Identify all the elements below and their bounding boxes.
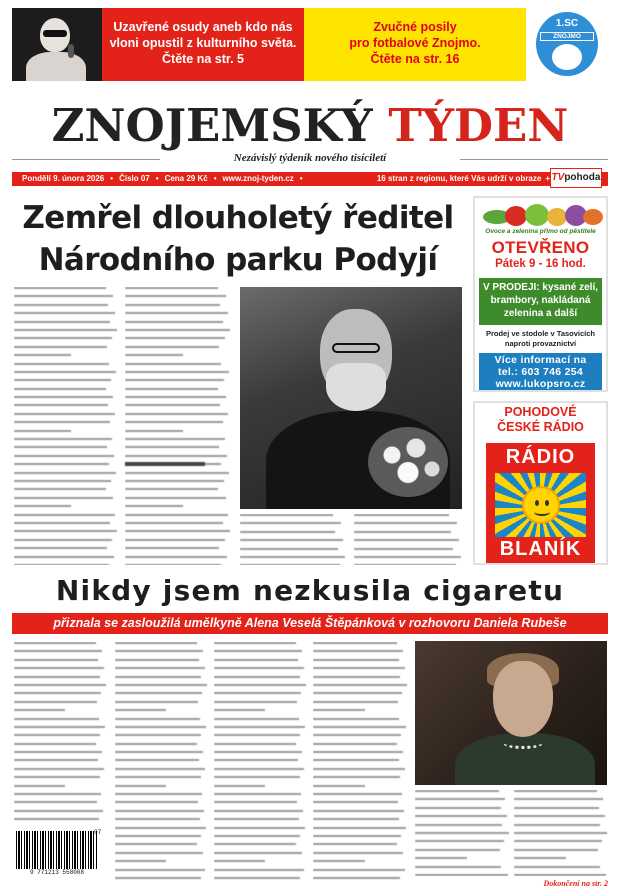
text-line-placeholder <box>214 785 265 787</box>
text-line-placeholder <box>214 827 305 829</box>
text-line-placeholder <box>115 650 203 652</box>
teaser-culture-line: vloni opustil z kulturního světa. <box>109 36 297 50</box>
farm-ad-caption: Ovoce a zelenina přímo od pěstitele <box>485 228 596 235</box>
text-line-placeholder <box>514 824 600 826</box>
text-line-placeholder <box>214 860 265 862</box>
text-line-placeholder <box>125 321 223 323</box>
text-line-placeholder <box>214 869 304 871</box>
main-headline <box>12 197 464 281</box>
text-line-placeholder <box>14 759 98 761</box>
text-line-placeholder <box>313 676 400 678</box>
text-line-placeholder <box>125 564 221 565</box>
farm-ad-contact-line: Více informací na <box>494 354 587 366</box>
text-line-placeholder <box>14 726 105 728</box>
info-bar <box>12 172 608 186</box>
interview-column <box>14 642 107 826</box>
text-line-placeholder <box>214 692 301 694</box>
text-line-placeholder <box>125 379 224 381</box>
text-line-placeholder <box>313 734 401 736</box>
text-line-placeholder <box>313 768 405 770</box>
text-line-placeholder <box>214 810 303 812</box>
masthead-title-part2: TÝDEN <box>388 99 569 152</box>
text-line-placeholder <box>415 874 508 876</box>
club-logo-name: 1.SC <box>555 18 579 29</box>
farm-ad-phone[interactable]: tel.: 603 746 254 <box>497 366 584 378</box>
text-line-placeholder <box>313 785 365 787</box>
text-line-placeholder <box>14 522 110 524</box>
text-line-placeholder <box>313 818 399 820</box>
text-line-placeholder <box>514 807 599 809</box>
separator-dot: • <box>299 174 303 183</box>
text-line-placeholder <box>240 531 335 533</box>
text-line-placeholder <box>14 354 71 356</box>
text-line-placeholder <box>415 807 501 809</box>
text-line-placeholder <box>125 337 225 339</box>
text-line-placeholder <box>14 684 106 686</box>
text-line-placeholder <box>115 759 199 761</box>
text-line-placeholder <box>214 676 300 678</box>
text-line-placeholder <box>125 547 219 549</box>
text-line-placeholder <box>115 793 202 795</box>
teaser-football-line: Zvučné posily <box>373 20 457 34</box>
text-line-placeholder <box>115 877 201 879</box>
text-line-placeholder <box>125 488 218 490</box>
text-line-placeholder <box>115 734 201 736</box>
text-line-placeholder <box>214 759 298 761</box>
teaser-culture-photo <box>12 8 102 81</box>
tv-logo-name: pohoda <box>564 172 601 183</box>
text-line-placeholder <box>125 539 225 541</box>
text-line-placeholder <box>514 840 602 842</box>
text-line-placeholder <box>115 785 166 787</box>
text-line-placeholder <box>125 514 228 516</box>
text-line-placeholder <box>313 667 405 669</box>
text-line-placeholder <box>14 734 100 736</box>
text-line-placeholder <box>214 726 305 728</box>
text-line-placeholder <box>14 379 111 381</box>
separator-dot: • <box>213 174 217 183</box>
radio-ad-slogan-line: POHODOVÉ <box>504 405 577 419</box>
text-line-placeholder <box>125 346 219 348</box>
top-banner <box>12 8 608 81</box>
text-line-placeholder <box>14 463 109 465</box>
text-line-placeholder <box>313 726 406 728</box>
text-line-placeholder <box>14 505 71 507</box>
text-line-placeholder <box>14 413 115 415</box>
text-line-placeholder <box>415 840 504 842</box>
text-line-placeholder <box>14 404 108 406</box>
text-line-placeholder <box>313 709 365 711</box>
text-line-placeholder <box>14 801 97 803</box>
text-line-placeholder <box>14 488 106 490</box>
text-line-placeholder <box>354 531 451 533</box>
text-line-placeholder <box>14 430 71 432</box>
text-line-placeholder <box>125 304 220 306</box>
teaser-culture-line: Čtěte na str. 5 <box>162 52 244 66</box>
text-line-placeholder <box>125 287 218 289</box>
text-line-placeholder <box>115 692 202 694</box>
barcode <box>14 829 100 879</box>
text-line-placeholder <box>14 530 117 532</box>
article-column <box>14 287 118 565</box>
text-line-placeholder <box>313 718 399 720</box>
text-line-placeholder <box>214 667 304 669</box>
text-line-placeholder <box>514 790 597 792</box>
text-line-placeholder <box>415 857 467 859</box>
text-line-placeholder <box>14 438 112 440</box>
text-line-placeholder <box>240 514 333 516</box>
text-line-placeholder <box>313 776 400 778</box>
text-line-placeholder <box>14 388 106 390</box>
article-column <box>125 287 231 565</box>
text-line-placeholder <box>125 404 220 406</box>
text-line-placeholder <box>115 852 203 854</box>
text-line-placeholder <box>514 815 605 817</box>
text-line-placeholder <box>240 556 345 558</box>
tv-pohoda-logo <box>550 168 602 188</box>
text-line-placeholder <box>115 860 166 862</box>
text-line-placeholder <box>14 421 110 423</box>
radio-ad-slogan <box>475 405 606 435</box>
website-link[interactable]: www.znoj-tyden.cz <box>222 174 294 183</box>
text-line-placeholder <box>115 701 198 703</box>
text-line-placeholder <box>313 877 400 879</box>
text-line-placeholder <box>125 371 229 373</box>
farm-ad-note <box>477 329 604 349</box>
text-line-placeholder <box>14 497 113 499</box>
text-line-placeholder <box>14 810 103 812</box>
text-line-placeholder <box>313 869 405 871</box>
text-line-placeholder <box>14 768 104 770</box>
farm-ad-sale-line: zelenina a další <box>503 308 578 319</box>
text-line-placeholder <box>354 548 453 550</box>
text-line-placeholder <box>14 701 97 703</box>
text-line-placeholder <box>514 798 603 800</box>
radio-ad-slogan-line: ČESKÉ RÁDIO <box>497 420 584 434</box>
main-headline-line: Zemřel dlouholetý ředitel <box>22 200 454 236</box>
text-line-placeholder <box>125 312 228 314</box>
text-line-placeholder <box>14 793 101 795</box>
text-line-placeholder <box>313 810 404 812</box>
text-line-placeholder <box>14 329 117 331</box>
text-line-placeholder <box>125 430 183 432</box>
text-line-placeholder <box>214 642 296 644</box>
text-line-placeholder <box>415 832 509 834</box>
barcode-issue: 07 <box>94 829 102 836</box>
text-line-placeholder <box>415 866 501 868</box>
text-line-placeholder <box>214 793 301 795</box>
article-column <box>354 514 462 565</box>
text-line-placeholder <box>125 480 224 482</box>
text-line-placeholder <box>214 852 302 854</box>
text-line-placeholder <box>214 709 265 711</box>
text-line-placeholder <box>125 388 218 390</box>
teaser-culture-line: Uzavřené osudy aneb kdo nás <box>113 20 293 34</box>
text-line-placeholder <box>313 659 399 661</box>
barcode-number: 9 771213 558008 <box>29 869 84 876</box>
radio-logo-word-bottom: BLANÍK <box>499 538 582 560</box>
teaser-football-line: Čtěte na str. 16 <box>370 52 460 66</box>
text-line-placeholder <box>125 505 183 507</box>
text-line-placeholder <box>115 776 201 778</box>
text-line-placeholder <box>115 869 205 871</box>
masthead-tagline: Nezávislý týdeník nového tisíciletí <box>233 152 387 164</box>
text-line-placeholder <box>313 751 403 753</box>
text-line-placeholder <box>354 522 457 524</box>
text-line-placeholder <box>115 718 200 720</box>
text-line-placeholder <box>125 413 228 415</box>
text-line-placeholder <box>415 815 507 817</box>
issue-price: Cena 29 Kč <box>164 174 208 183</box>
regional-note: 16 stran z regionu, které Vás udrží v obraze <box>376 174 542 183</box>
main-story-photo <box>240 287 462 509</box>
text-line-placeholder <box>313 835 401 837</box>
text-line-placeholder <box>313 684 407 686</box>
text-line-placeholder <box>125 497 226 499</box>
interview-column <box>313 642 408 882</box>
radio-blanik-logo <box>486 443 595 563</box>
text-line-placeholder <box>313 852 403 854</box>
text-line-placeholder <box>214 751 302 753</box>
text-line-placeholder <box>115 810 204 812</box>
interview-headline: Nikdy jsem nezkusila cigaretu <box>55 574 565 607</box>
teaser-football[interactable] <box>304 8 608 81</box>
text-line-placeholder <box>14 709 65 711</box>
text-line-placeholder <box>115 768 205 770</box>
text-line-placeholder <box>115 684 207 686</box>
text-line-placeholder <box>115 818 200 820</box>
text-line-placeholder <box>214 877 300 879</box>
text-line-placeholder <box>240 539 343 541</box>
text-line-placeholder <box>14 547 107 549</box>
text-line-placeholder <box>14 363 109 365</box>
interview-column <box>415 790 510 876</box>
continued-note[interactable]: Dokončení na str. 2 <box>543 879 608 888</box>
text-line-placeholder <box>115 676 201 678</box>
farm-ad-note-line: Prodej ve stodole v Tasovicích <box>485 329 596 338</box>
text-line-placeholder <box>125 455 227 457</box>
text-line-placeholder <box>514 849 598 851</box>
sun-icon <box>495 473 586 537</box>
text-line-placeholder <box>14 346 107 348</box>
text-line-placeholder <box>214 835 300 837</box>
text-line-placeholder <box>14 650 102 652</box>
interview-photo <box>415 641 607 785</box>
text-line-placeholder <box>14 751 102 753</box>
text-line-placeholder <box>14 304 108 306</box>
text-line-placeholder <box>14 371 116 373</box>
text-line-placeholder <box>125 522 223 524</box>
text-line-placeholder <box>115 659 199 661</box>
text-line-placeholder <box>14 818 99 820</box>
issue-number: Číslo 07 <box>119 174 150 183</box>
text-line-placeholder <box>115 709 166 711</box>
text-line-placeholder <box>14 564 109 565</box>
text-line-placeholder <box>354 556 461 558</box>
text-line-placeholder <box>125 396 226 398</box>
text-line-placeholder <box>115 835 201 837</box>
text-line-placeholder <box>14 642 96 644</box>
plus-sign: + <box>545 174 550 183</box>
issue-date: Pondělí 9. února 2026 <box>22 174 105 183</box>
text-line-placeholder <box>214 776 300 778</box>
farm-ad-contact-box <box>479 353 602 390</box>
text-line-placeholder <box>514 857 566 859</box>
teaser-culture[interactable] <box>12 8 304 81</box>
text-line-placeholder <box>313 759 399 761</box>
text-line-placeholder <box>14 743 96 745</box>
text-line-placeholder <box>214 659 298 661</box>
text-line-placeholder <box>313 827 406 829</box>
main-headline-line: Národního parku Podyjí <box>38 242 438 278</box>
text-line-placeholder <box>14 667 104 669</box>
text-line-placeholder <box>14 396 113 398</box>
text-line-placeholder <box>214 843 296 845</box>
text-line-placeholder <box>115 667 205 669</box>
text-line-placeholder <box>14 514 115 516</box>
text-line-placeholder <box>214 701 297 703</box>
text-line-placeholder <box>313 860 365 862</box>
text-line-placeholder <box>313 692 402 694</box>
text-line-placeholder <box>115 827 206 829</box>
text-line-placeholder <box>313 801 398 803</box>
teaser-football-text <box>304 8 526 81</box>
article-subheading <box>125 462 205 466</box>
text-line-placeholder <box>415 790 499 792</box>
text-line-placeholder <box>125 329 230 331</box>
separator-dot: • <box>155 174 159 183</box>
masthead-title <box>12 96 608 156</box>
text-line-placeholder <box>125 295 226 297</box>
text-line-placeholder <box>214 734 300 736</box>
text-line-placeholder <box>214 718 299 720</box>
football-icon <box>552 44 582 70</box>
interview-subheadline: přiznala se zasloužilá umělkyně Alena Veselá Štěpánková v rozhovoru Daniela Rubeše <box>12 613 608 634</box>
farm-ad-sale-box <box>479 278 602 325</box>
text-line-placeholder <box>14 295 113 297</box>
text-line-placeholder <box>240 548 338 550</box>
text-line-placeholder <box>240 564 340 565</box>
text-line-placeholder <box>14 776 100 778</box>
text-line-placeholder <box>214 684 306 686</box>
text-line-placeholder <box>115 726 206 728</box>
text-line-placeholder <box>125 472 229 474</box>
text-line-placeholder <box>14 312 115 314</box>
farm-ad-sale-line: brambory, nakládaná <box>490 295 591 306</box>
text-line-placeholder <box>214 818 299 820</box>
text-line-placeholder <box>14 480 111 482</box>
text-line-placeholder <box>125 354 183 356</box>
separator-dot: • <box>110 174 114 183</box>
interview-column <box>214 642 307 882</box>
text-line-placeholder <box>125 446 219 448</box>
farm-ad-sale-line: V PRODEJI: kysané zelí, <box>482 282 599 293</box>
radio-logo-word-top: RÁDIO <box>505 446 576 468</box>
article-column <box>240 514 346 565</box>
club-logo-city: ZNOJMO <box>540 32 594 41</box>
text-line-placeholder <box>415 798 505 800</box>
text-line-placeholder <box>14 472 116 474</box>
text-line-placeholder <box>415 849 500 851</box>
text-line-placeholder <box>14 718 99 720</box>
text-line-placeholder <box>115 801 198 803</box>
teaser-culture-text <box>102 8 304 81</box>
text-line-placeholder <box>125 421 223 423</box>
text-line-placeholder <box>214 743 296 745</box>
text-line-placeholder <box>125 438 225 440</box>
text-line-placeholder <box>125 363 221 365</box>
farm-ad-open: OTEVŘENO <box>491 238 590 257</box>
text-line-placeholder <box>514 874 606 876</box>
club-logo <box>526 8 608 81</box>
text-line-placeholder <box>214 801 297 803</box>
interview-column <box>514 790 608 876</box>
text-line-placeholder <box>14 659 98 661</box>
text-line-placeholder <box>14 692 101 694</box>
text-line-placeholder <box>354 514 449 516</box>
farm-ad[interactable] <box>473 196 608 392</box>
masthead-title-part1: ZNOJEMSKÝ <box>51 99 373 152</box>
text-line-placeholder <box>14 785 65 787</box>
text-line-placeholder <box>14 455 114 457</box>
text-line-placeholder <box>214 650 302 652</box>
text-line-placeholder <box>14 446 107 448</box>
text-line-placeholder <box>313 642 397 644</box>
text-line-placeholder <box>313 793 402 795</box>
barcode-bars <box>16 831 98 869</box>
text-line-placeholder <box>14 676 100 678</box>
text-line-placeholder <box>313 843 397 845</box>
text-line-placeholder <box>313 701 398 703</box>
text-line-placeholder <box>14 287 106 289</box>
text-line-placeholder <box>514 832 607 834</box>
text-line-placeholder <box>514 866 600 868</box>
teaser-football-line: pro fotbalové Znojmo. <box>349 36 481 50</box>
farm-ad-website[interactable]: www.lukopsro.cz <box>495 378 586 390</box>
text-line-placeholder <box>354 564 456 565</box>
text-line-placeholder <box>313 650 403 652</box>
text-line-placeholder <box>14 321 110 323</box>
text-line-placeholder <box>313 743 397 745</box>
text-line-placeholder <box>115 642 197 644</box>
text-line-placeholder <box>125 530 230 532</box>
farm-ad-note-line: naproti provaznictví <box>504 339 577 348</box>
text-line-placeholder <box>125 556 227 558</box>
text-line-placeholder <box>115 843 197 845</box>
text-line-placeholder <box>354 539 459 541</box>
text-line-placeholder <box>14 556 114 558</box>
interview-column <box>115 642 208 882</box>
text-line-placeholder <box>214 768 304 770</box>
vegetables-image <box>481 202 603 228</box>
text-line-placeholder <box>14 539 112 541</box>
text-line-placeholder <box>115 743 197 745</box>
text-line-placeholder <box>115 751 203 753</box>
text-line-placeholder <box>14 337 112 339</box>
tv-logo-tv: TV <box>551 172 565 183</box>
text-line-placeholder <box>415 824 502 826</box>
farm-ad-hours: Pátek 9 - 16 hod. <box>495 258 586 270</box>
radio-ad[interactable] <box>473 401 608 565</box>
text-line-placeholder <box>240 522 341 524</box>
